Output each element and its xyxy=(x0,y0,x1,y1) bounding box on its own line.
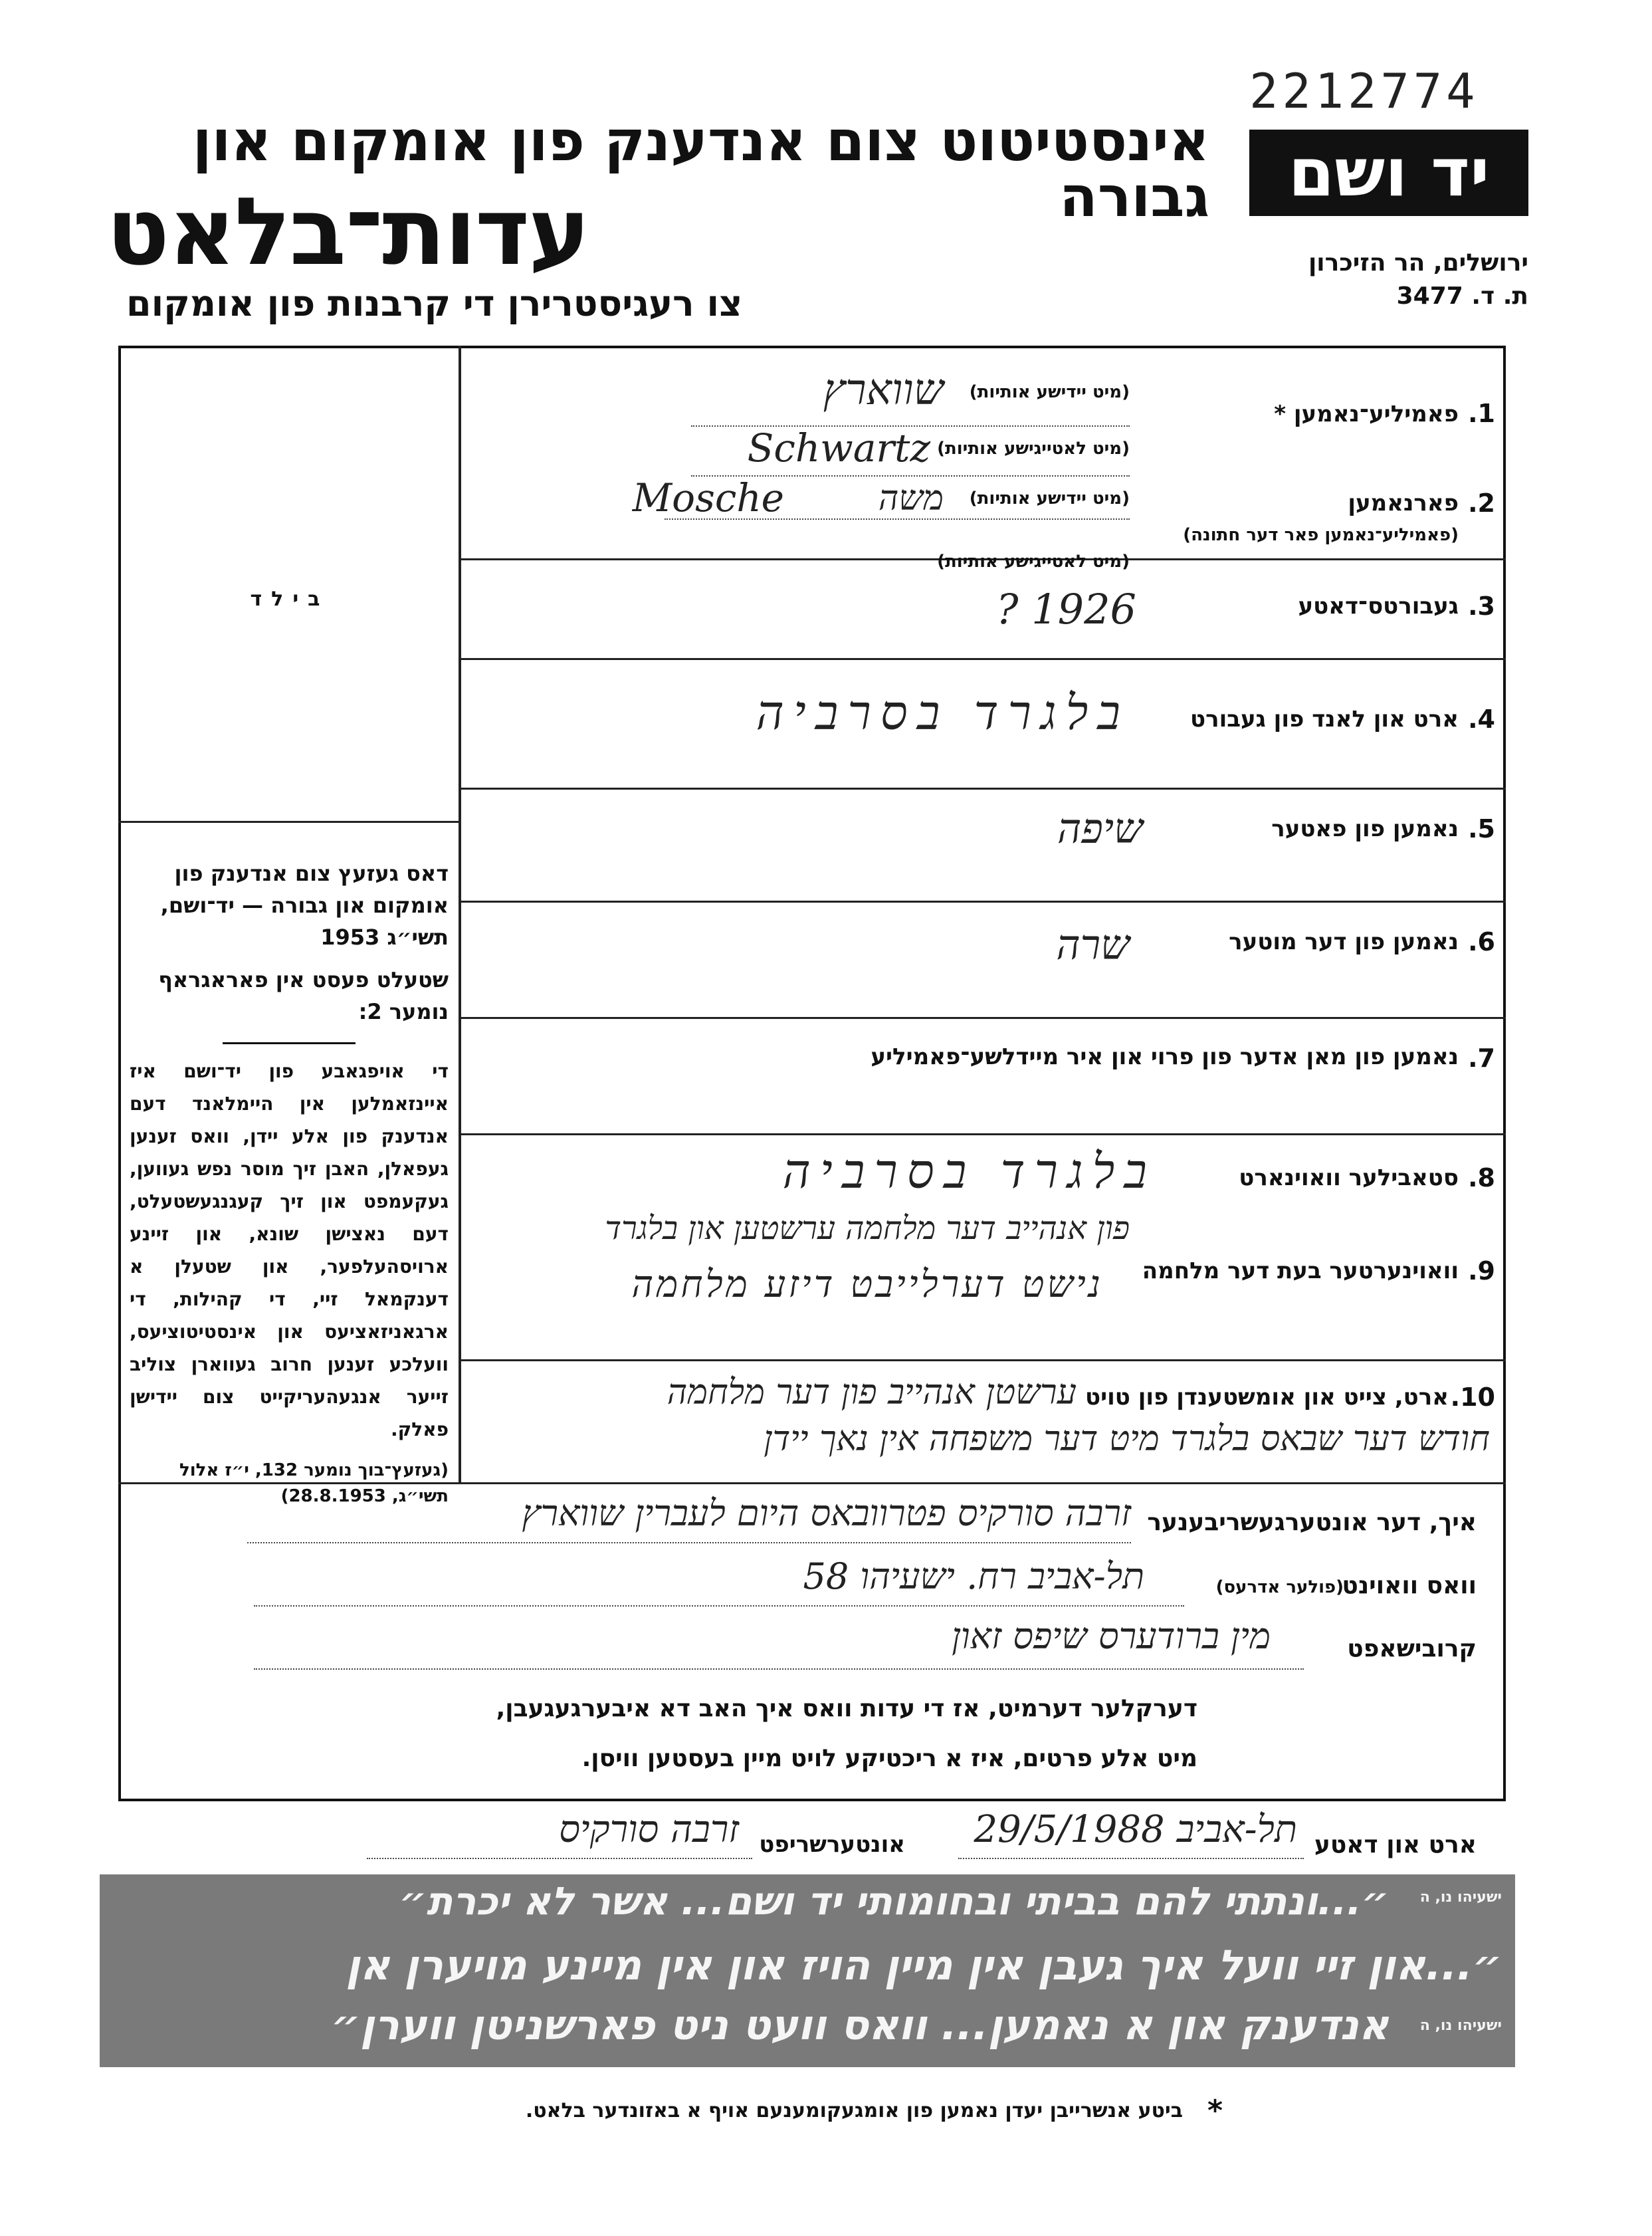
field-5-label: נאמען פון פאטער xyxy=(1271,816,1459,842)
field-8-value[interactable]: בלגרד בסרביה xyxy=(782,1143,1156,1199)
submitter-relation-label: קרובישאפט xyxy=(1347,1635,1477,1662)
footnote-text: ביטע אנשרייבן יעדן נאמען פון אומגעקומענעם אויף א באזונדער בלאט. xyxy=(525,2099,1183,2122)
field-4-label: ארט און לאנד פון געבורט xyxy=(1190,706,1459,732)
field-1-label: פאמיליע־נאמען * xyxy=(1274,401,1459,427)
field-9-value-line-2[interactable]: נישט דערלייבט דיזע מלחמה xyxy=(631,1263,1103,1306)
field-3-number: 3. xyxy=(1468,592,1495,621)
field-10-number: 10. xyxy=(1450,1383,1495,1412)
verse-ref-2: ישעיהו נו, ה xyxy=(1419,2017,1502,2034)
field-9-number: 9. xyxy=(1468,1256,1495,1286)
verse-ref-1: ישעיהו נו, ה xyxy=(1419,1889,1502,1906)
title-line-2: עדות־בלאט xyxy=(106,178,589,286)
yad-vashem-logo xyxy=(1249,130,1528,216)
submitter-section xyxy=(121,1486,1503,1798)
logo-text: יד ושם xyxy=(1288,134,1490,211)
field-mother-name xyxy=(465,907,1502,1017)
field-birth-date xyxy=(465,578,1502,658)
law-note-citation: (געזעץ־בוך נומער 132, י״ז אלול תשי״ג, 28.8.1953) xyxy=(179,1460,449,1506)
field-7-number: 7. xyxy=(1468,1044,1495,1073)
field-6-number: 6. xyxy=(1468,927,1495,956)
submitter-name-value[interactable]: זרבה סורקיס פטרוובאס היום לעברין שווארץ xyxy=(522,1492,1131,1534)
signature-row xyxy=(121,1795,1503,1868)
law-note-paragraph-ref: שטעלט פעסט אין פאראגראף נומער 2: xyxy=(158,967,449,1024)
field-2-yiddish-hint: (מיט יידישע אותיות) xyxy=(969,489,1130,508)
field-10-value-line-1[interactable]: ערשטן אנהייב פון דער מלחמה xyxy=(667,1373,1077,1412)
field-wartime-residence xyxy=(465,1196,1502,1359)
field-10-value-line-2[interactable]: חודש דער שבאס בלגרד מיט דער משפחה אין נאך יידן xyxy=(764,1419,1490,1459)
submitter-relation-value[interactable]: מין ברודערס שיפס זאון xyxy=(952,1615,1271,1657)
submitter-address-label: וואס וואוינט xyxy=(1342,1572,1477,1599)
field-2-number: 2. xyxy=(1468,489,1495,518)
field-6-value[interactable]: שרה xyxy=(1056,921,1130,969)
law-note-body: די אויפגאבע פון יד־ושם איז איינזאמלען אין היימלאנד דעם אנדענק פון אלע יידן, וואס זענען געפאלן, האבן זיך מוסר נפש געווען, געקעמפט און זיך קעגנגעשטעלט, דעם נאצישן שונא, און זיינע ארויסהעלפער, און שטעלן א דענקמאל זיי, די קהילות, די ארגאניזאציעס און אינסטיטוציעס, וועלכע זענען חרוב געווארן צוליב זייער אנגעהעריקייט צום יידישן פאלק. xyxy=(130,1060,449,1440)
field-first-name xyxy=(465,469,1502,562)
field-3-value[interactable]: ? 1926 xyxy=(996,585,1136,633)
field-2-sublabel: (פאמיליע־נאמען פאר דער חתונה) xyxy=(1183,525,1459,545)
address-line-1: ירושלים, הר הזיכרון xyxy=(1308,249,1528,277)
verse-banner xyxy=(100,1874,1515,2067)
address-line-2: ת. ד. 3477 xyxy=(1396,282,1528,310)
field-2-latin-hint: (מיט לאטייגישע אותיות) xyxy=(937,552,1130,572)
photo-box[interactable] xyxy=(121,348,459,820)
field-10-label: ארט, צייט און אומשטענדן פון טויט xyxy=(1084,1384,1449,1410)
field-4-value[interactable]: בלגרד בסרביה xyxy=(756,685,1130,740)
submitter-address-value[interactable]: תל-אביב רח. ישעיהו 58 xyxy=(803,1555,1144,1597)
field-2-label: פארנאמען xyxy=(1348,490,1459,516)
verse-line-2: ״...און זיי וועל איך געבן אין מיין הויז און אין מיינע מויערן אן xyxy=(346,1941,1502,1989)
field-1-latin-hint: (מיט לאטייגישע אותיות) xyxy=(937,439,1130,459)
field-1-latin-value[interactable]: Schwartz xyxy=(747,425,930,471)
title-line-1: אינסטיטוט צום אנדענק פון אומקום און גבורה xyxy=(192,108,1209,229)
law-note-title: דאס געזעץ צום אנדענק פון אומקום און גבורה — יד־ושם, תשי״ג 1953 xyxy=(160,861,449,950)
field-6-label: נאמען פון דער מוטער xyxy=(1229,929,1459,955)
serial-number: 2212774 xyxy=(1249,63,1479,119)
field-spouse-name xyxy=(465,1024,1502,1133)
field-5-value[interactable]: שיפה xyxy=(1057,804,1143,853)
field-birth-place xyxy=(465,665,1502,788)
photo-label: בילד xyxy=(250,588,330,611)
field-9-label: וואוינערטער בעת דער מלחמה xyxy=(1142,1258,1459,1284)
field-father-name xyxy=(465,791,1502,901)
field-2-latin-value[interactable]: Mosche xyxy=(632,475,784,520)
footnote xyxy=(199,2094,1223,2134)
place-date-value[interactable]: תל-אביב 29/5/1988 xyxy=(974,1808,1297,1851)
submitter-name-label: איך, דער אונטערגעשריבענער xyxy=(1147,1509,1477,1536)
field-5-number: 5. xyxy=(1468,814,1495,843)
field-1-yiddish-hint: (מיט יידישע אותיות) xyxy=(969,382,1130,402)
verse-line-1: ״...ונתתי להם בביתי ובחומותי יד ושם... אשר לא יכרת״ xyxy=(399,1878,1389,1924)
submitter-address-hint: (פולער אדרעס) xyxy=(1215,1577,1344,1597)
field-3-label: געבורטס־דאטע xyxy=(1298,593,1459,619)
signature-value[interactable]: זרבה סורקיס xyxy=(559,1808,739,1851)
declaration-line-2: מיט אלע פרטים, איז א ריכטיקע לויט מיין בעסטען וויסן. xyxy=(581,1745,1197,1772)
signature-label: אונטערשריפט xyxy=(759,1831,905,1858)
field-7-label: נאמען פון מאן אדער פון פרוי און איר מיידלשע־פאמיליע xyxy=(871,1044,1459,1070)
verse-line-3: אנדענק און א נאמען... וואס וועט ניט פארשניטן ווערן״ xyxy=(331,2001,1389,2049)
law-note xyxy=(130,857,449,1509)
field-1-yiddish-value[interactable]: שווארץ xyxy=(823,366,944,415)
field-1-number: 1. xyxy=(1468,399,1495,428)
place-date-label: ארט און דאטע xyxy=(1314,1831,1477,1858)
declaration-line-1: דערקלער דערמיט, אז די עדות וואס איך האב דא איבערגעגעבן, xyxy=(496,1695,1197,1722)
title-line-3: צו רעגיסטרירן די קרבנות פון אומקום xyxy=(126,282,743,324)
field-9-value-line-1[interactable]: פון אנהייב דער מלחמה ערשטען און בלגרד xyxy=(605,1210,1130,1247)
footnote-mark: * xyxy=(1207,2094,1223,2128)
field-4-number: 4. xyxy=(1468,705,1495,734)
field-2-yiddish-value[interactable]: משה xyxy=(878,479,944,518)
field-8-number: 8. xyxy=(1468,1163,1495,1192)
field-8-label: סטאבילער וואוינארט xyxy=(1239,1165,1459,1191)
